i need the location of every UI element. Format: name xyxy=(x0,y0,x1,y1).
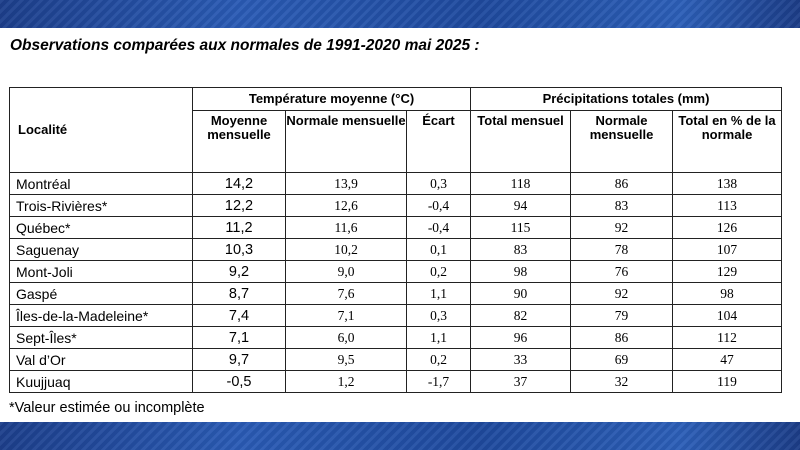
moyenne-mensuelle-cell: 7,1 xyxy=(193,327,286,349)
normale-temp-cell: 6,0 xyxy=(286,327,407,349)
normale-temp-cell: 10,2 xyxy=(286,239,407,261)
locality-cell: Québec* xyxy=(10,217,193,239)
table-row xyxy=(10,371,782,393)
total-mensuel-cell: 118 xyxy=(471,173,571,195)
locality-cell: Kuujjuaq xyxy=(10,371,193,393)
moyenne-mensuelle-cell: 9,2 xyxy=(193,261,286,283)
normale-precip-cell: 86 xyxy=(571,327,673,349)
total-mensuel-cell: 94 xyxy=(471,195,571,217)
ecart-cell: 0,1 xyxy=(407,239,471,261)
table-row xyxy=(10,173,782,195)
total-mensuel-header: Total mensuel xyxy=(471,111,571,173)
normale-temp-cell: 11,6 xyxy=(286,217,407,239)
normale-mensuelle-precip-header: Normale mensuelle xyxy=(571,111,673,173)
total-pct-cell: 113 xyxy=(673,195,782,217)
bottom-decorative-band xyxy=(0,422,800,450)
total-mensuel-cell: 83 xyxy=(471,239,571,261)
moyenne-mensuelle-cell: 12,2 xyxy=(193,195,286,217)
locality-header: Localité xyxy=(10,88,193,173)
normale-temp-cell: 7,1 xyxy=(286,305,407,327)
ecart-cell: -1,7 xyxy=(407,371,471,393)
total-mensuel-cell: 82 xyxy=(471,305,571,327)
normale-precip-cell: 92 xyxy=(571,283,673,305)
total-pct-cell: 98 xyxy=(673,283,782,305)
moyenne-mensuelle-cell: 7,4 xyxy=(193,305,286,327)
total-mensuel-cell: 33 xyxy=(471,349,571,371)
total-mensuel-cell: 96 xyxy=(471,327,571,349)
locality-cell: Mont-Joli xyxy=(10,261,193,283)
locality-cell: Val d’Or xyxy=(10,349,193,371)
ecart-cell: 1,1 xyxy=(407,283,471,305)
normale-mensuelle-temp-header: Normale mensuelle xyxy=(286,111,407,173)
total-mensuel-cell: 90 xyxy=(471,283,571,305)
page-title: Observations comparées aux normales de 1991-2020 mai 2025 : xyxy=(10,37,480,54)
total-pct-cell: 112 xyxy=(673,327,782,349)
ecart-cell: 0,2 xyxy=(407,349,471,371)
normale-temp-cell: 9,0 xyxy=(286,261,407,283)
moyenne-mensuelle-cell: 8,7 xyxy=(193,283,286,305)
table-row xyxy=(10,239,782,261)
normale-precip-cell: 79 xyxy=(571,305,673,327)
locality-cell: Trois-Rivières* xyxy=(10,195,193,217)
total-pct-cell: 107 xyxy=(673,239,782,261)
table-row xyxy=(10,217,782,239)
temperature-group-header: Température moyenne (°C) xyxy=(193,88,471,111)
normale-precip-cell: 83 xyxy=(571,195,673,217)
locality-cell: Sept-Îles* xyxy=(10,327,193,349)
table-row xyxy=(10,305,782,327)
ecart-cell: 0,2 xyxy=(407,261,471,283)
total-mensuel-cell: 115 xyxy=(471,217,571,239)
ecart-cell: -0,4 xyxy=(407,195,471,217)
moyenne-mensuelle-cell: -0,5 xyxy=(193,371,286,393)
total-mensuel-cell: 98 xyxy=(471,261,571,283)
moyenne-mensuelle-cell: 10,3 xyxy=(193,239,286,261)
ecart-header: Écart xyxy=(407,111,471,173)
total-pct-normale-header: Total en % de la normale xyxy=(673,111,782,173)
normale-precip-cell: 92 xyxy=(571,217,673,239)
normale-precip-cell: 86 xyxy=(571,173,673,195)
total-pct-cell: 119 xyxy=(673,371,782,393)
normale-temp-cell: 7,6 xyxy=(286,283,407,305)
ecart-cell: 1,1 xyxy=(407,327,471,349)
normale-precip-cell: 78 xyxy=(571,239,673,261)
total-pct-cell: 126 xyxy=(673,217,782,239)
total-pct-cell: 104 xyxy=(673,305,782,327)
locality-cell: Montréal xyxy=(10,173,193,195)
normale-precip-cell: 76 xyxy=(571,261,673,283)
normale-temp-cell: 13,9 xyxy=(286,173,407,195)
table-row xyxy=(10,327,782,349)
normale-temp-cell: 12,6 xyxy=(286,195,407,217)
ecart-cell: 0,3 xyxy=(407,173,471,195)
climate-observations-table xyxy=(9,87,782,393)
table-row xyxy=(10,349,782,371)
normale-precip-cell: 32 xyxy=(571,371,673,393)
locality-cell: Saguenay xyxy=(10,239,193,261)
total-pct-cell: 129 xyxy=(673,261,782,283)
precipitation-group-header: Précipitations totales (mm) xyxy=(471,88,782,111)
ecart-cell: -0,4 xyxy=(407,217,471,239)
normale-precip-cell: 69 xyxy=(571,349,673,371)
table-row xyxy=(10,283,782,305)
moyenne-mensuelle-cell: 9,7 xyxy=(193,349,286,371)
locality-cell: Îles-de-la-Madeleine* xyxy=(10,305,193,327)
normale-temp-cell: 9,5 xyxy=(286,349,407,371)
ecart-cell: 0,3 xyxy=(407,305,471,327)
moyenne-mensuelle-cell: 14,2 xyxy=(193,173,286,195)
total-mensuel-cell: 37 xyxy=(471,371,571,393)
content-panel xyxy=(0,28,800,422)
moyenne-mensuelle-header: Moyenne mensuelle xyxy=(193,111,286,173)
locality-cell: Gaspé xyxy=(10,283,193,305)
normale-temp-cell: 1,2 xyxy=(286,371,407,393)
top-decorative-band xyxy=(0,0,800,28)
footnote: *Valeur estimée ou incomplète xyxy=(9,400,205,416)
table-row xyxy=(10,261,782,283)
moyenne-mensuelle-cell: 11,2 xyxy=(193,217,286,239)
total-pct-cell: 47 xyxy=(673,349,782,371)
table-group-header-row xyxy=(10,88,782,111)
table-row xyxy=(10,195,782,217)
total-pct-cell: 138 xyxy=(673,173,782,195)
